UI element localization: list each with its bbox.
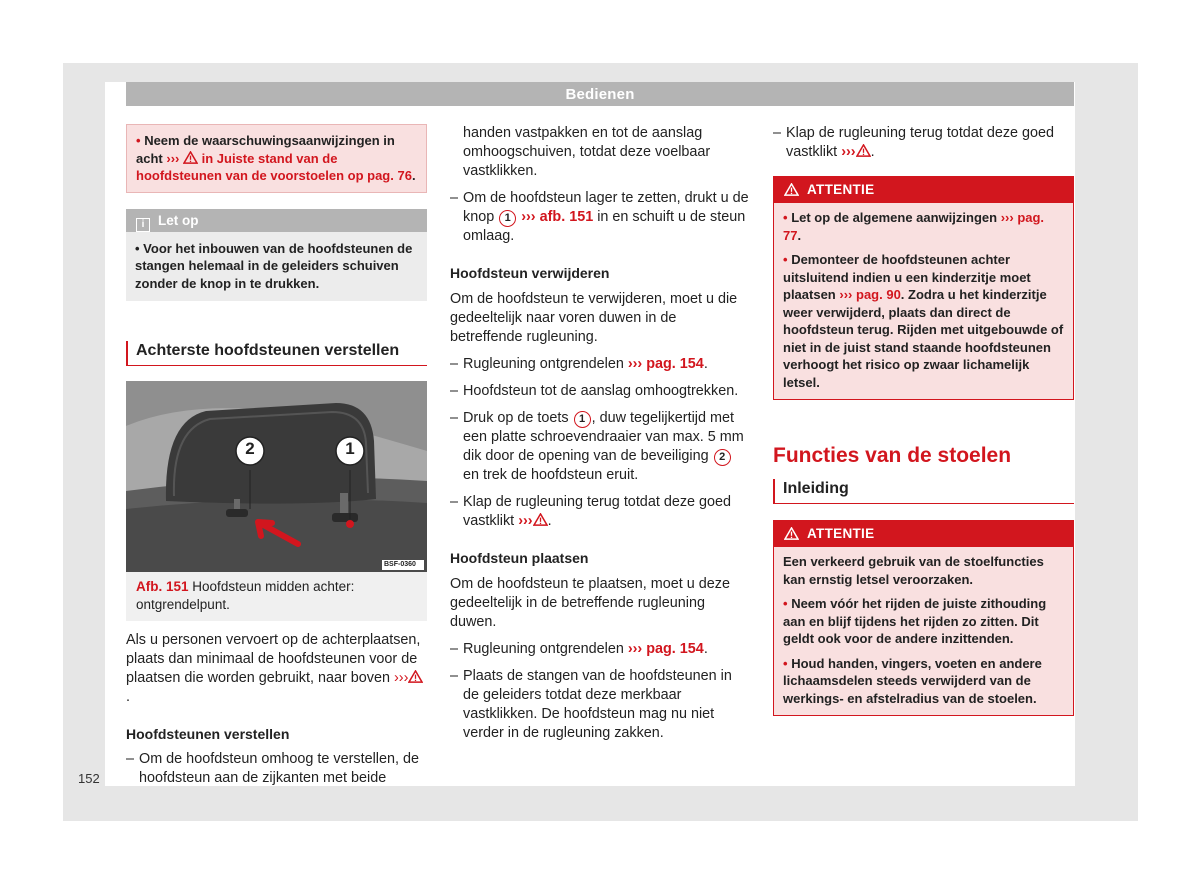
- page-number: 152: [78, 771, 100, 786]
- callout-marker: 2: [714, 449, 731, 466]
- page-ref-link[interactable]: pag. 154: [646, 641, 704, 657]
- page-ref-link[interactable]: pag. 77: [783, 210, 1045, 243]
- section-title: Achterste hoofdsteunen verstellen: [126, 341, 427, 366]
- chapter-title: Functies van de stoelen: [773, 444, 1012, 467]
- attention-item: • Demonteer de hoofdsteunen achter uitsluitend indien u een kinderzitje moet plaatsen ››› pag. 90. Zodra u het kinderzitje weer verwijderd, plaats dan direct de hoofdsteun terug. Rijden met uitgebouwde of niet in de juist stand staande hoofdsteunen verhoogt het risico op zwaar lichamelijk letsel.: [783, 252, 1064, 390]
- warning-triangle-icon: [856, 144, 871, 157]
- headrest-illustration: [126, 381, 427, 572]
- column-3: [773, 124, 1074, 716]
- step-item: – Hoofdsteun tot de aanslag omhoogtrekken.: [450, 383, 739, 399]
- step-item: – Klap de rugleuning terug totdat deze goed vastklikt ››› .: [450, 494, 732, 529]
- attention-body: [774, 203, 1073, 399]
- warning-triangle-icon: [533, 513, 548, 526]
- callout-2: 2: [245, 439, 255, 458]
- cross-ref-arrows[interactable]: ›››: [166, 150, 180, 166]
- cross-ref-arrows[interactable]: ›››: [521, 209, 536, 225]
- page-ref-link[interactable]: pag. 90: [856, 287, 901, 302]
- paragraph: Als u personen vervoert op de achterplaatsen, plaats dan minimaal de hoofdsteunen voor de plaatsen die worden gebruikt, naar boven ›››.: [126, 631, 427, 707]
- cross-ref-arrows[interactable]: ›››: [839, 287, 853, 302]
- cross-ref-arrows[interactable]: ›››: [627, 641, 643, 657]
- warning-triangle-icon: [784, 183, 799, 196]
- callout-1: 1: [345, 439, 355, 458]
- info-note-header: i Let op: [126, 209, 427, 232]
- warning-triangle-icon: [183, 151, 198, 164]
- step-item: – Plaats de stangen van de hoofdsteunen in de geleiders totdat deze merkbaar vastklikken. De hoofdsteun mag nu niet verder in de rugleuning zakken.: [450, 668, 732, 741]
- attention-item: • Neem vóór het rijden de juiste zithouding aan en blijf tijdens het rijden zo zitten. Dit geldt ook voor de andere inzittenden.: [783, 596, 1047, 646]
- cross-ref-arrows[interactable]: ›››: [1000, 210, 1014, 225]
- figure-code: BSF-0360: [384, 561, 416, 568]
- continued-step: handen vastpakken en tot de aanslag omhoogschuiven, totdat deze voelbaar vastklikken.: [463, 125, 711, 179]
- cross-ref-arrows[interactable]: ›››: [627, 356, 643, 372]
- step-item: – Rugleuning ontgrendelen ››› pag. 154.: [450, 356, 708, 372]
- attention-header: ATTENTIE: [774, 177, 1073, 203]
- subheading: Hoofdsteun verwijderen: [450, 265, 610, 281]
- page-ref-link[interactable]: pag. 154: [646, 356, 704, 372]
- column-1: [126, 124, 427, 788]
- cross-ref-arrows[interactable]: ›››: [518, 513, 533, 529]
- step-item: – Druk op de toets 1 , duw tegelijkertijd met een platte schroevendraaier van max. 5 mm dik door de opening van de beveiliging 2 en trek de hoofdsteun eruit.: [450, 410, 744, 483]
- step-item: – Om de hoofdsteun omhoog te verstellen, de hoofdsteun aan de zijkanten met beide: [126, 751, 419, 786]
- section-title: Inleiding: [773, 479, 1074, 504]
- attention-item: • Houd handen, vingers, voeten en andere lichaamsdelen steeds verwijderd van de werkings- en afstelradius van de stoelen.: [783, 655, 1042, 706]
- subheading: Hoofdsteun plaatsen: [450, 550, 589, 566]
- figure-caption: Afb. 151 Hoofdsteun midden achter: ontgrendelpunt.: [126, 572, 427, 621]
- step-item: – Rugleuning ontgrendelen ››› pag. 154.: [450, 641, 708, 657]
- headrest-figure: [126, 381, 427, 572]
- column-2: [450, 124, 750, 743]
- attention-lead: Een verkeerd gebruik van de stoelfuncties kan ernstig letsel veroorzaken.: [783, 554, 1044, 587]
- attention-body: [774, 547, 1073, 715]
- cross-ref-link[interactable]: in Juiste stand van de hoofdsteunen van de voorstoelen op pag. 76: [136, 150, 412, 183]
- attention-item: • Let op de algemene aanwijzingen ››› pag. 77.: [783, 210, 1045, 243]
- warning-triangle-icon: [408, 670, 423, 683]
- cross-ref-arrows[interactable]: ›››: [841, 144, 856, 160]
- step-item: – Klap de rugleuning terug totdat deze goed vastklikt ››› .: [773, 125, 1055, 160]
- step-item: – Om de hoofdsteun lager te zetten, drukt u de knop 1 ››› afb. 151 in en schuift u de steun omlaag.: [450, 190, 749, 244]
- info-icon: i: [136, 218, 150, 232]
- info-note-box: [126, 209, 427, 302]
- attention-box: [773, 176, 1074, 400]
- paragraph: Om de hoofdsteun te verwijderen, moet u die gedeeltelijk naar voren duwen in de betreffende rugleuning.: [450, 291, 738, 345]
- figure-ref-link[interactable]: afb. 151: [539, 209, 594, 225]
- warning-reference-box: • Neem de waarschuwingsaanwijzingen in acht ››› in Juiste stand van de hoofdsteunen van de voorstoelen op pag. 76.: [126, 124, 427, 193]
- subheading: Hoofdsteunen verstellen: [126, 726, 290, 742]
- attention-header: ATTENTIE: [774, 521, 1073, 547]
- info-note-body: • Voor het inbouwen van de hoofdsteunen de stangen helemaal in de geleiders schuiven zonder de knop in te drukken.: [135, 240, 413, 291]
- cross-ref-arrows[interactable]: ›››: [394, 670, 409, 686]
- warning-triangle-icon: [784, 527, 799, 540]
- bullet: •: [136, 133, 141, 148]
- callout-marker: 1: [574, 411, 591, 428]
- callout-marker: 1: [499, 210, 516, 227]
- attention-box: [773, 520, 1074, 716]
- chapter-header: Bedienen: [126, 82, 1074, 106]
- paragraph: Om de hoofdsteun te plaatsen, moet u deze gedeeltelijk in de betreffende rugleuning duwen.: [450, 576, 730, 630]
